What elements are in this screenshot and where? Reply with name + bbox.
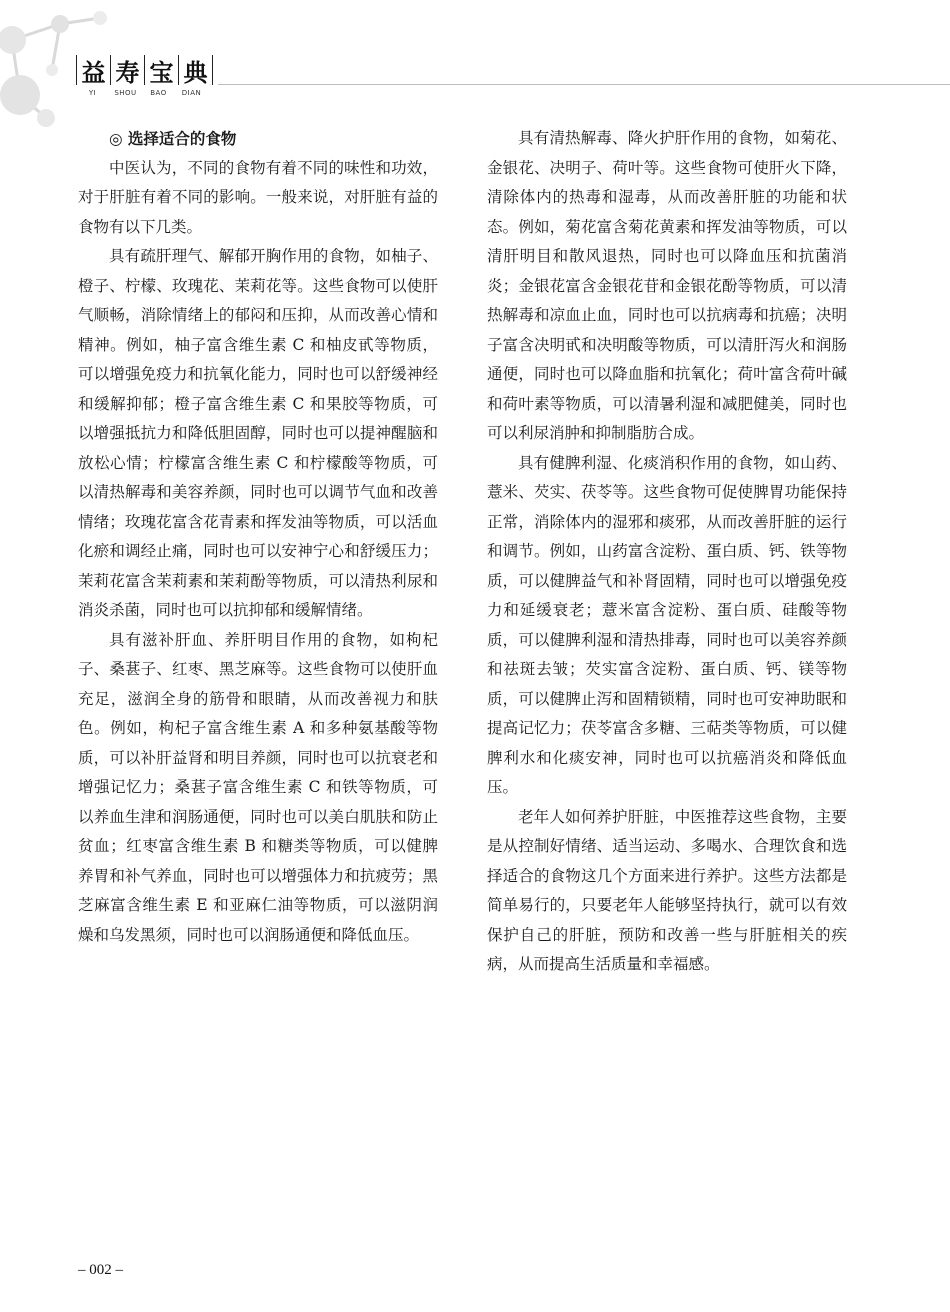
title-pinyin [76,89,213,97]
paragraph: 具有健脾利湿、化痰消积作用的食物，如山药、薏米、芡实、茯苓等。这些食物可促使脾胃功能保持正常，消除体内的湿邪和痰邪，从而改善肝脏的运行和调节。例如，山药富含淀粉、蛋白质、钙、铁等物质，可以健脾益气和补肾固精，同时也可以增强免疫力和延缓衰老；薏米富含淀粉、蛋白质、硅酸等物质，可以健脾利湿和清热排毒，同时也可以美容养颜和祛斑去皱；芡实富含淀粉、蛋白质、钙、镁等物质，可以健脾止泻和固精锁精，同时也可安神助眠和提高记忆力；茯苓富含多糖、三萜类等物质，可以健脾利水和化痰安神，同时也可以抗癌消炎和降低血压。 [487,453,847,796]
section-title: ◎ 选择适合的食物 [109,129,237,148]
header-divider [218,84,950,85]
paragraph: 中医认为，不同的食物有着不同的味性和功效，对于肝脏有着不同的影响。一般来说，对肝脏有益的食物有以下几类。 [78,158,438,236]
left-column [78,124,438,950]
paragraph: 具有滋补肝血、养肝明目作用的食物，如枸杞子、桑葚子、红枣、黑芝麻等。这些食物可以使肝血充足，滋润全身的筋骨和眼睛，从而改善视力和肤色。例如，枸杞子富含维生素 A 和多种氨基酸等物质，可以补肝益肾和明目养颜，同时也可以抗衰老和增强记忆力；桑葚子富含维生素 C 和铁等物质，可以养血生津和润肠通便，同时也可以美白肌肤和防止贫血；红枣富含维生素 B 和糖类等物质，可以健脾养胃和补气养血，同时也可以增强体力和抗疲劳；黑芝麻富含维生素 E 和亚麻仁油等物质，可以滋阴润燥和乌发黑须，同时也可以润肠通便和降低血压。 [78,630,438,944]
pinyin-label: YI [88,89,97,97]
page-number: – 002 – [78,1262,123,1278]
title-char: 寿 [110,55,144,85]
title-char: 宝 [144,55,178,85]
book-title [76,55,213,85]
pinyin-label: SHOU [114,89,137,97]
right-column [487,124,847,980]
paragraph: 老年人如何养护肝脏，中医推荐这些食物，主要是从控制好情绪、适当运动、多喝水、合理饮食和选择适合的食物这几个方面来进行养护。这些方法都是简单易行的，只要老年人能够坚持执行，就可以有效保护自己的肝脏，预防和改善一些与肝脏相关的疾病，从而提高生活质量和幸福感。 [487,807,847,973]
pinyin-label: DIAN [181,89,202,97]
pinyin-label: BAO [150,89,167,97]
book-header [76,55,213,97]
title-char: 典 [178,55,213,85]
paragraph: 具有疏肝理气、解郁开胸作用的食物，如柚子、橙子、柠檬、玫瑰花、茉莉花等。这些食物可以使肝气顺畅，消除情绪上的郁闷和压抑，从而改善心情和精神。例如，柚子富含维生素 C 和柚皮甙等物质，可以增强免疫力和抗氧化能力，同时也可以舒缓神经和缓解抑郁；橙子富含维生素 C 和果胶等物质，可以增强抵抗力和降低胆固醇，同时也可以提神醒脑和放松心情；柠檬富含维生素 C 和柠檬酸等物质，可以清热解毒和美容养颜，同时也可以调节气血和改善情绪；玫瑰花富含花青素和挥发油等物质，可以活血化瘀和调经止痛，同时也可以安神宁心和舒缓压力；茉莉花富含茉莉素和茉莉酚等物质，可以清热利尿和消炎杀菌，同时也可以抗抑郁和缓解情绪。 [78,247,438,619]
paragraph: 具有清热解毒、降火护肝作用的食物，如菊花、金银花、决明子、荷叶等。这些食物可使肝火下降，清除体内的热毒和湿毒，从而改善肝脏的功能和状态。例如，菊花富含菊花黄素和挥发油等物质，可以清肝明目和散风退热，同时也可以降血压和抗菌消炎；金银花富含金银花苷和金银花酚等物质，可以清热解毒和凉血止血，同时也可以抗病毒和抗癌；决明子富含决明甙和决明酸等物质，可以清肝泻火和润肠通便，同时也可以降血脂和抗氧化；荷叶富含荷叶碱和荷叶素等物质，可以清暑利湿和减肥健美，同时也可以利尿消肿和抑制脂肪合成。 [487,129,847,442]
title-char: 益 [76,55,110,85]
